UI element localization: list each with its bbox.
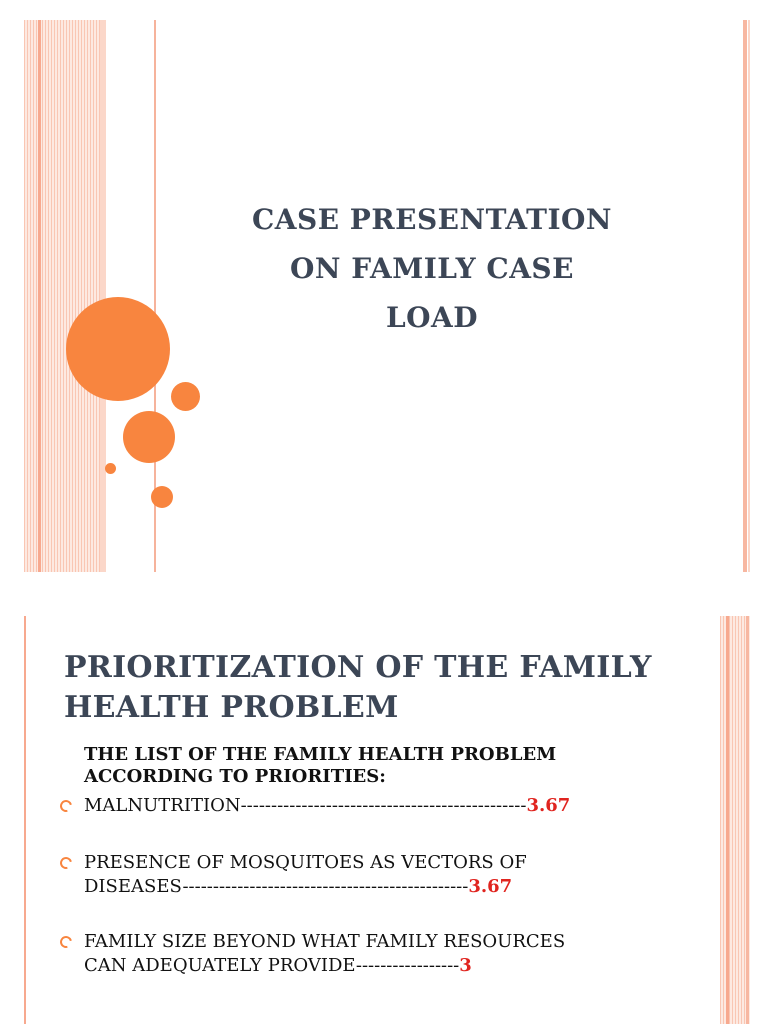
title-line: LOAD xyxy=(385,301,479,334)
slide-title-text xyxy=(232,195,632,342)
decorative-circle xyxy=(66,297,170,401)
decorative-stripe-band xyxy=(24,20,100,572)
subheading-line: ACCORDING TO PRIORITIES: xyxy=(84,766,386,787)
item-text: MALNUTRITION----------------------------------------------- xyxy=(84,795,527,816)
bullet-icon xyxy=(58,798,74,814)
item-score: 3.67 xyxy=(526,795,571,816)
slide-gap xyxy=(0,582,768,598)
heading-line: HEALTH PROBLEM xyxy=(64,690,399,725)
decorative-stripe xyxy=(748,20,750,572)
title-line: CASE PRESENTATION xyxy=(251,203,613,236)
item-text: DISEASES----------------------------------------------- xyxy=(84,876,469,897)
slide-heading xyxy=(64,648,704,728)
heading-line: PRIORITIZATION OF THE FAMILY xyxy=(64,650,652,685)
list-item xyxy=(84,851,704,899)
bullet-icon xyxy=(58,934,74,950)
list-item xyxy=(84,930,704,978)
subheading-line: THE LIST OF THE FAMILY HEALTH PROBLEM xyxy=(84,744,557,765)
decorative-stripe xyxy=(24,616,26,1024)
decorative-stripe xyxy=(100,20,106,572)
decorative-stripe xyxy=(38,20,41,572)
slide-prioritization xyxy=(0,598,768,1024)
decorative-stripe xyxy=(743,20,747,572)
decorative-circle xyxy=(151,486,173,508)
decorative-circle xyxy=(171,382,200,411)
decorative-circle xyxy=(123,411,175,463)
decorative-circle xyxy=(105,463,116,474)
decorative-stripe xyxy=(726,616,729,1024)
item-text: CAN ADEQUATELY PROVIDE----------------- xyxy=(84,955,460,976)
item-score: 3.67 xyxy=(468,876,513,897)
title-line: ON FAMILY CASE xyxy=(290,252,574,285)
bullet-icon xyxy=(58,855,74,871)
item-text: FAMILY SIZE BEYOND WHAT FAMILY RESOURCES xyxy=(84,931,566,952)
item-text: PRESENCE OF MOSQUITOES AS VECTORS OF xyxy=(84,852,527,873)
list-subheading xyxy=(84,744,704,788)
decorative-stripe xyxy=(746,616,749,1024)
list-item xyxy=(84,794,704,818)
item-score: 3 xyxy=(459,955,472,976)
